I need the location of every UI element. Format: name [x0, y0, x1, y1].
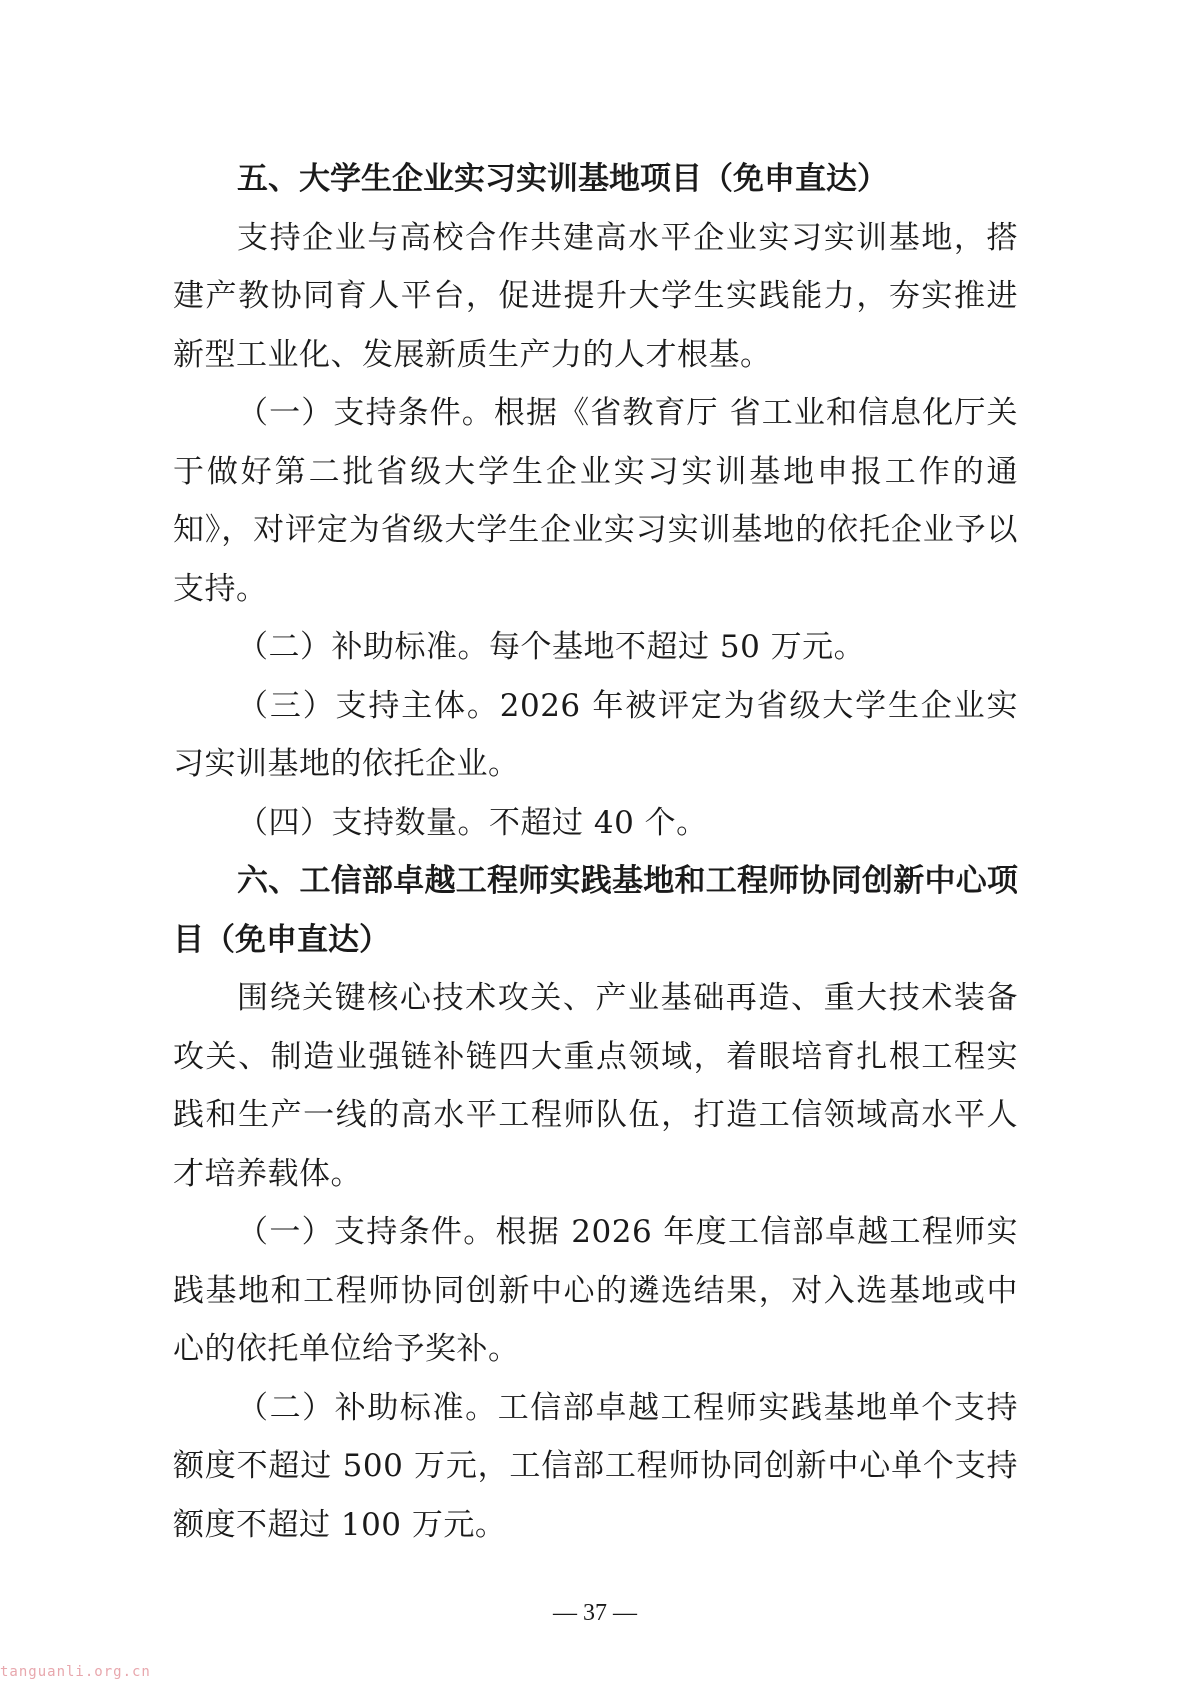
watermark: tanguanli.org.cn	[0, 1664, 151, 1680]
section-5-support-subject: （三）支持主体。2026 年被评定为省级大学生企业实习实训基地的依托企业。	[173, 687, 1018, 782]
section-5-subsidy-standard: （二）补助标准。每个基地不超过 50 万元。	[237, 629, 866, 665]
section-6-subsidy-standard: （二）补助标准。工信部卓越工程师实践基地单个支持额度不超过 500 万元，工信部工程师协同创新中心单个支持额度不超过 100 万元。	[173, 1389, 1018, 1543]
page-number: — 37 —	[553, 1600, 637, 1626]
section-6-support-conditions: （一）支持条件。根据 2026 年度工信部卓越工程师实践基地和工程师协同创新中心的遴选结果，对入选基地或中心的依托单位给予奖补。	[173, 1214, 1018, 1367]
section-heading-5: 五、大学生企业实习实训基地项目（免申直达）	[237, 161, 888, 197]
section-heading-6: 六、工信部卓越工程师实践基地和工程师协同创新中心项目（免申直达）	[173, 863, 1018, 958]
section-5-support-quantity: （四）支持数量。不超过 40 个。	[237, 804, 708, 841]
section-5-intro-paragraph: 支持企业与高校合作共建高水平企业实习实训基地，搭建产教协同育人平台，促进提升大学生实践能力，夯实推进新型工业化、发展新质生产力的人才根基。	[173, 219, 1018, 373]
section-5-support-conditions: （一）支持条件。根据《省教育厅 省工业和信息化厅关于做好第二批省级大学生企业实习实训基地申报工作的通知》，对评定为省级大学生企业实习实训基地的依托企业予以支持。	[173, 395, 1018, 607]
document-body	[173, 150, 1018, 1554]
section-6-intro-paragraph: 围绕关键核心技术攻关、产业基础再造、重大技术装备攻关、制造业强链补链四大重点领域，着眼培育扎根工程实践和生产一线的高水平工程师队伍，打造工信领域高水平人才培养载体。	[173, 980, 1018, 1192]
